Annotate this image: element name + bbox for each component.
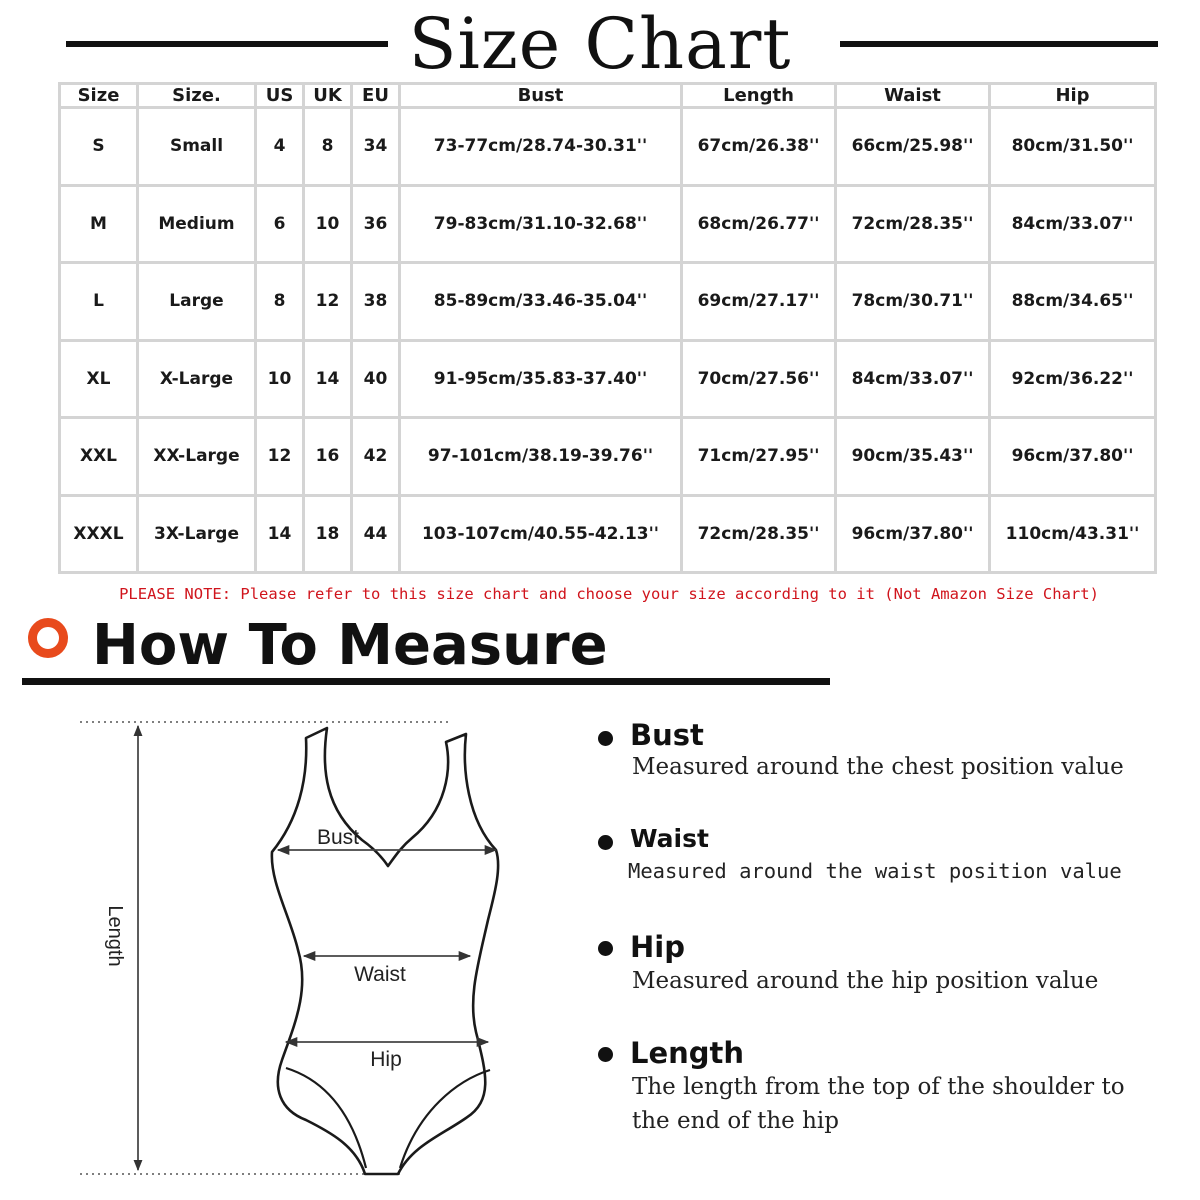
column-header: US xyxy=(256,84,304,108)
measure-desc: Measured around the chest position value xyxy=(632,754,1124,780)
table-cell: 16 xyxy=(304,418,352,496)
column-header: Bust xyxy=(400,84,682,108)
table-cell: 96cm/37.80'' xyxy=(990,418,1156,496)
table-cell: 67cm/26.38'' xyxy=(682,108,836,186)
table-cell: 92cm/36.22'' xyxy=(990,340,1156,418)
bullet-dot-icon xyxy=(598,1047,613,1062)
table-cell: 79-83cm/31.10-32.68'' xyxy=(400,185,682,263)
column-header: Size. xyxy=(138,84,256,108)
bullet-dot-icon xyxy=(598,835,613,850)
table-cell: 71cm/27.95'' xyxy=(682,418,836,496)
table-cell: XX-Large xyxy=(138,418,256,496)
table-cell: 85-89cm/33.46-35.04'' xyxy=(400,263,682,341)
table-cell: 18 xyxy=(304,495,352,573)
measure-name: Hip xyxy=(630,930,685,964)
table-cell: 84cm/33.07'' xyxy=(836,340,990,418)
table-cell: 68cm/26.77'' xyxy=(682,185,836,263)
table-cell: XL xyxy=(60,340,138,418)
orange-ring-icon xyxy=(28,618,68,658)
table-cell: 80cm/31.50'' xyxy=(990,108,1156,186)
bullet-dot-icon xyxy=(598,731,613,746)
table-header-row xyxy=(60,84,1156,108)
table-cell: 40 xyxy=(352,340,400,418)
table-cell: 84cm/33.07'' xyxy=(990,185,1156,263)
table-cell: 103-107cm/40.55-42.13'' xyxy=(400,495,682,573)
measure-desc: Measured around the hip position value xyxy=(632,968,1099,994)
hip-label: Hip xyxy=(370,1048,402,1071)
table-cell: 110cm/43.31'' xyxy=(990,495,1156,573)
measure-desc-line2: the end of the hip xyxy=(632,1108,839,1134)
table-cell: M xyxy=(60,185,138,263)
table-cell: Medium xyxy=(138,185,256,263)
column-header: Hip xyxy=(990,84,1156,108)
size-table xyxy=(58,82,1157,574)
table-cell: 73-77cm/28.74-30.31'' xyxy=(400,108,682,186)
column-header: Waist xyxy=(836,84,990,108)
table-cell: 6 xyxy=(256,185,304,263)
table-cell: 4 xyxy=(256,108,304,186)
table-row xyxy=(60,108,1156,186)
title-rule-right xyxy=(840,41,1158,47)
table-cell: 72cm/28.35'' xyxy=(836,185,990,263)
table-cell: 72cm/28.35'' xyxy=(682,495,836,573)
table-cell: 38 xyxy=(352,263,400,341)
table-cell: 12 xyxy=(304,263,352,341)
table-cell: 12 xyxy=(256,418,304,496)
table-cell: 66cm/25.98'' xyxy=(836,108,990,186)
table-cell: XXXL xyxy=(60,495,138,573)
section-rule xyxy=(22,678,830,685)
column-header: UK xyxy=(304,84,352,108)
size-note: PLEASE NOTE: Please refer to this size chart and choose your size according to it (Not Amazon Size Chart) xyxy=(119,585,1099,603)
table-cell: 69cm/27.17'' xyxy=(682,263,836,341)
table-row xyxy=(60,263,1156,341)
column-header: EU xyxy=(352,84,400,108)
table-cell: 78cm/30.71'' xyxy=(836,263,990,341)
bullet-dot-icon xyxy=(598,941,613,956)
column-header: Size xyxy=(60,84,138,108)
table-cell: 96cm/37.80'' xyxy=(836,495,990,573)
table-cell: 14 xyxy=(256,495,304,573)
page-title: Size Chart xyxy=(408,3,792,85)
section-title: How To Measure xyxy=(92,613,608,678)
table-cell: 8 xyxy=(304,108,352,186)
measure-name: Waist xyxy=(630,824,709,853)
table-row xyxy=(60,185,1156,263)
table-cell: 91-95cm/35.83-37.40'' xyxy=(400,340,682,418)
table-row xyxy=(60,340,1156,418)
table-body xyxy=(60,108,1156,573)
table-row xyxy=(60,495,1156,573)
table-cell: 97-101cm/38.19-39.76'' xyxy=(400,418,682,496)
length-label: Length xyxy=(104,905,126,967)
column-header: Length xyxy=(682,84,836,108)
table-cell: 90cm/35.43'' xyxy=(836,418,990,496)
table-cell: Large xyxy=(138,263,256,341)
measure-name: Length xyxy=(630,1036,745,1070)
bust-label: Bust xyxy=(316,826,360,849)
waist-label: Waist xyxy=(354,963,406,986)
table-cell: 42 xyxy=(352,418,400,496)
table-cell: 88cm/34.65'' xyxy=(990,263,1156,341)
table-cell: 8 xyxy=(256,263,304,341)
bodysuit-diagram xyxy=(0,700,560,1200)
measure-desc: Measured around the waist position value xyxy=(628,859,1122,883)
table-cell: XXL xyxy=(60,418,138,496)
measure-name: Bust xyxy=(630,718,704,752)
bodysuit-outline xyxy=(272,728,498,1174)
table-cell: 34 xyxy=(352,108,400,186)
table-cell: S xyxy=(60,108,138,186)
table-cell: 14 xyxy=(304,340,352,418)
table-cell: 3X-Large xyxy=(138,495,256,573)
table-row xyxy=(60,418,1156,496)
table-cell: 10 xyxy=(256,340,304,418)
table-cell: 36 xyxy=(352,185,400,263)
table-cell: 10 xyxy=(304,185,352,263)
measure-desc: The length from the top of the shoulder to xyxy=(632,1074,1125,1100)
table-cell: L xyxy=(60,263,138,341)
table-cell: Small xyxy=(138,108,256,186)
table-cell: 70cm/27.56'' xyxy=(682,340,836,418)
table-cell: X-Large xyxy=(138,340,256,418)
table-cell: 44 xyxy=(352,495,400,573)
